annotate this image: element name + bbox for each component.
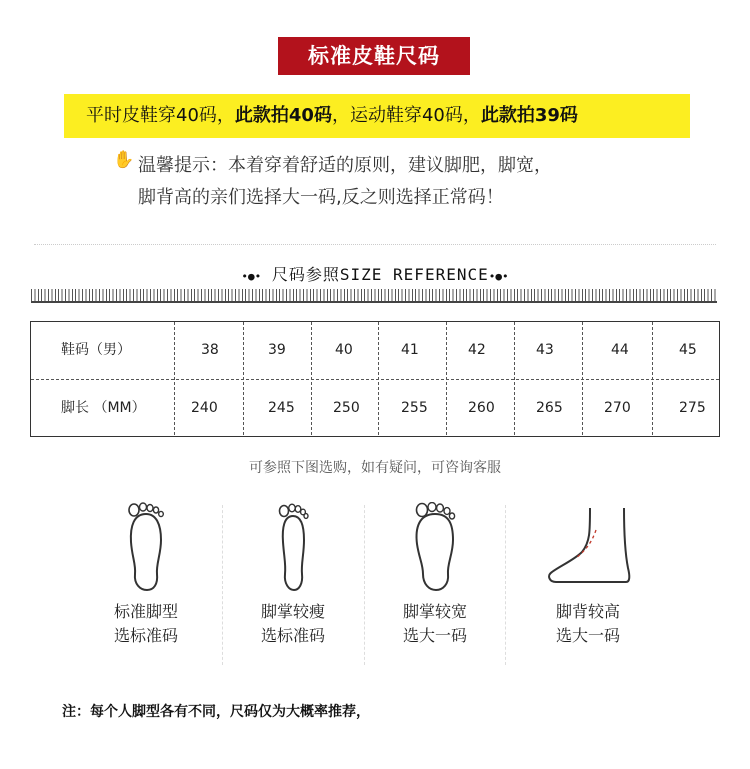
size-table — [30, 321, 720, 437]
row-label-shoe-size: 鞋码（男） — [61, 342, 131, 358]
foot-label-thin-1: 脚掌较瘦 — [260, 602, 325, 621]
column-divider — [378, 322, 379, 435]
thin-foot-icon — [253, 502, 333, 594]
size-cell: 43 — [536, 342, 554, 358]
length-cell: 250 — [333, 400, 360, 416]
footnote: 注：每个人脚型各有不同，尺码仅为大概率推荐， — [62, 704, 370, 720]
column-divider — [514, 322, 515, 435]
banner-highlight-2: 此款拍39码 — [480, 105, 578, 126]
hand-pointer-icon: ✋ — [113, 150, 135, 170]
foot-label-high-instep-2: 选大一码 — [555, 626, 620, 645]
row-label-foot-length: 脚长 （MM） — [61, 400, 146, 416]
divider — [34, 244, 716, 245]
right-dots: •●• — [488, 270, 509, 283]
ruler-decoration — [31, 289, 717, 303]
foot-type-thin — [228, 502, 358, 648]
size-cell: 38 — [201, 342, 219, 358]
size-cell: 44 — [611, 342, 629, 358]
column-separator — [364, 505, 365, 665]
left-dots: •●• — [241, 270, 262, 283]
column-divider — [311, 322, 312, 435]
foot-label-thin-2: 选标准码 — [260, 626, 325, 645]
foot-label-wide-2: 选大一码 — [402, 626, 467, 645]
length-cell: 245 — [268, 400, 295, 416]
column-divider — [446, 322, 447, 435]
column-separator — [505, 505, 506, 665]
size-recommendation-banner — [64, 94, 690, 138]
foot-label-wide-1: 脚掌较宽 — [402, 602, 467, 621]
column-divider — [582, 322, 583, 435]
foot-label-standard-1: 标准脚型 — [113, 602, 178, 621]
banner-text-1: 平时皮鞋穿40码， — [86, 105, 235, 126]
length-cell: 265 — [536, 400, 563, 416]
banner-highlight-1: 此款拍40码 — [234, 105, 332, 126]
column-divider — [652, 322, 653, 435]
notice-text: 可参照下图选购，如有疑问，可咨询客服 — [249, 460, 501, 476]
size-cell: 41 — [401, 342, 419, 358]
foot-type-high-instep — [523, 502, 653, 648]
foot-type-wide — [370, 502, 500, 648]
foot-type-standard — [81, 502, 211, 648]
standard-foot-icon — [106, 502, 186, 594]
size-cell: 40 — [335, 342, 353, 358]
size-cell: 39 — [268, 342, 286, 358]
foot-label-high-instep-1: 脚背较高 — [555, 602, 620, 621]
tip-line-1: 温馨提示：本着穿着舒适的原则，建议脚肥，脚宽， — [138, 155, 552, 176]
size-cell: 42 — [468, 342, 486, 358]
column-divider — [174, 322, 175, 435]
page-title: 标准皮鞋尺码 — [278, 37, 470, 75]
column-separator — [222, 505, 223, 665]
size-reference-heading — [0, 262, 750, 285]
tip-line-2: 脚背高的亲们选择大一码,反之则选择正常码！ — [138, 187, 504, 208]
size-reference-title: 尺码参照SIZE REFERENCE — [271, 265, 489, 284]
banner-text-2: ，运动鞋穿40码， — [331, 105, 481, 126]
high-instep-foot-icon — [538, 502, 638, 594]
column-divider — [243, 322, 244, 435]
wide-foot-icon — [395, 502, 475, 594]
size-cell: 45 — [679, 342, 697, 358]
length-cell: 270 — [604, 400, 631, 416]
length-cell: 255 — [401, 400, 428, 416]
length-cell: 240 — [191, 400, 218, 416]
table-row-foot-length — [31, 379, 719, 437]
length-cell: 260 — [468, 400, 495, 416]
length-cell: 275 — [679, 400, 706, 416]
foot-label-standard-2: 选标准码 — [113, 626, 178, 645]
table-row-shoe-size — [31, 322, 719, 379]
